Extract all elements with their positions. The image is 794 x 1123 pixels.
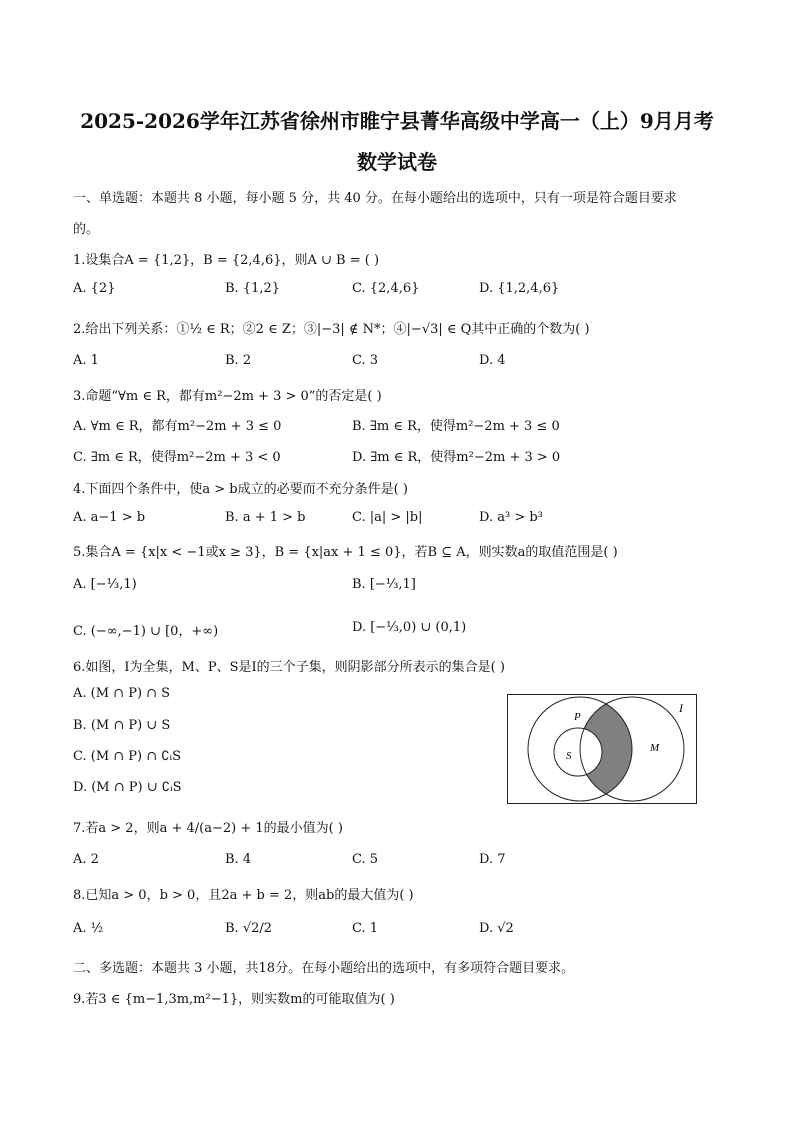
question-8-option-b: B. √2/2 <box>225 921 273 936</box>
question-2-option-b: B. 2 <box>225 353 252 368</box>
paper-title-line1: 2025-2026学年江苏省徐州市睢宁县菁华高级中学高一（上）9月月考 <box>80 109 714 133</box>
question-8-option-a: A. ½ <box>73 921 104 936</box>
question-7-option-d: D. 7 <box>479 852 506 867</box>
venn-diagram <box>507 694 697 804</box>
question-5-option-c: C. (−∞,−1) ∪ [0，+∞) <box>73 624 219 639</box>
venn-label-m: M <box>650 742 660 754</box>
question-1-stem: 1.设集合A = {1,2}，B = {2,4,6}，则A ∪ B = ( ) <box>73 253 380 268</box>
question-1-option-b: B. {1,2} <box>225 281 281 296</box>
question-5-option-a: A. [−⅓,1) <box>73 577 137 592</box>
question-1-option-a: A. {2} <box>73 281 116 296</box>
question-3-stem: 3.命题“∀m ∈ R，都有m²−2m + 3 > 0”的否定是( ) <box>73 389 382 404</box>
question-5-option-d: D. [−⅓,0) ∪ (0,1) <box>352 620 467 635</box>
question-4-option-b: B. a + 1 > b <box>225 510 306 525</box>
question-3-option-c: C. ∃m ∈ R，使得m²−2m + 3 < 0 <box>73 450 281 465</box>
question-8-stem: 8.已知a > 0，b > 0，且2a + b = 2，则ab的最大值为( ) <box>73 888 414 903</box>
section1-header: 一、单选题：本题共 8 小题，每小题 5 分，共 40 分。在每小题给出的选项中，只有一项是符合题目要求 <box>73 191 677 206</box>
question-1-option-d: D. {1,2,4,6} <box>479 281 560 296</box>
question-9-stem: 9.若3 ∈ {m−1,3m,m²−1}，则实数m的可能取值为( ) <box>73 992 395 1007</box>
question-3-option-b: B. ∃m ∈ R，使得m²−2m + 3 ≤ 0 <box>352 419 560 434</box>
venn-label-s: S <box>566 750 572 762</box>
question-2-stem: 2.给出下列关系：①½ ∈ R；②2 ∈ Z；③|−3| ∉ N*；④|−√3| ∈ Q其中正确的个数为( ) <box>73 322 590 337</box>
question-7-stem: 7.若a > 2，则a + 4/(a−2) + 1的最小值为( ) <box>73 821 343 836</box>
question-5-option-b: B. [−⅓,1] <box>352 577 416 592</box>
question-7-option-a: A. 2 <box>73 852 99 867</box>
question-6-option-d: D. (M ∩ P) ∪ ∁ᵢS <box>73 780 182 795</box>
question-3-option-d: D. ∃m ∈ R，使得m²−2m + 3 > 0 <box>352 450 561 465</box>
question-2-option-a: A. 1 <box>73 353 99 368</box>
question-4-stem: 4.下面四个条件中，使a > b成立的必要而不充分条件是( ) <box>73 482 408 497</box>
question-8-option-c: C. 1 <box>352 921 379 936</box>
question-8-option-d: D. √2 <box>479 921 514 936</box>
venn-label-p: P <box>574 711 581 723</box>
question-7-option-c: C. 5 <box>352 852 379 867</box>
question-5-stem: 5.集合A = {x|x < −1或x ≥ 3}，B = {x|ax + 1 ≤ 0}，若B ⊆ A，则实数a的取值范围是( ) <box>73 545 618 560</box>
question-4-option-c: C. |a| > |b| <box>352 510 423 525</box>
venn-label-i: I <box>679 701 683 715</box>
question-7-option-b: B. 4 <box>225 852 252 867</box>
question-2-option-c: C. 3 <box>352 353 379 368</box>
section1-header-cont: 的。 <box>73 222 100 237</box>
question-6-option-c: C. (M ∩ P) ∩ ∁ᵢS <box>73 749 182 764</box>
question-6-option-a: A. (M ∩ P) ∩ S <box>73 686 171 701</box>
section2-header: 二、多选题：本题共 3 小题，共18分。在每小题给出的选项中，有多项符合题目要求。 <box>73 961 575 976</box>
question-3-option-a: A. ∀m ∈ R，都有m²−2m + 3 ≤ 0 <box>73 419 282 434</box>
question-1-option-c: C. {2,4,6} <box>352 281 420 296</box>
paper-title-line2: 数学试卷 <box>357 150 437 174</box>
question-2-option-d: D. 4 <box>479 353 506 368</box>
question-4-option-a: A. a−1 > b <box>73 510 146 525</box>
question-6-stem: 6.如图，I为全集，M、P、S是I的三个子集，则阴影部分所表示的集合是( ) <box>73 660 505 675</box>
question-4-option-d: D. a³ > b³ <box>479 510 543 525</box>
question-6-option-b: B. (M ∩ P) ∪ S <box>73 718 171 733</box>
